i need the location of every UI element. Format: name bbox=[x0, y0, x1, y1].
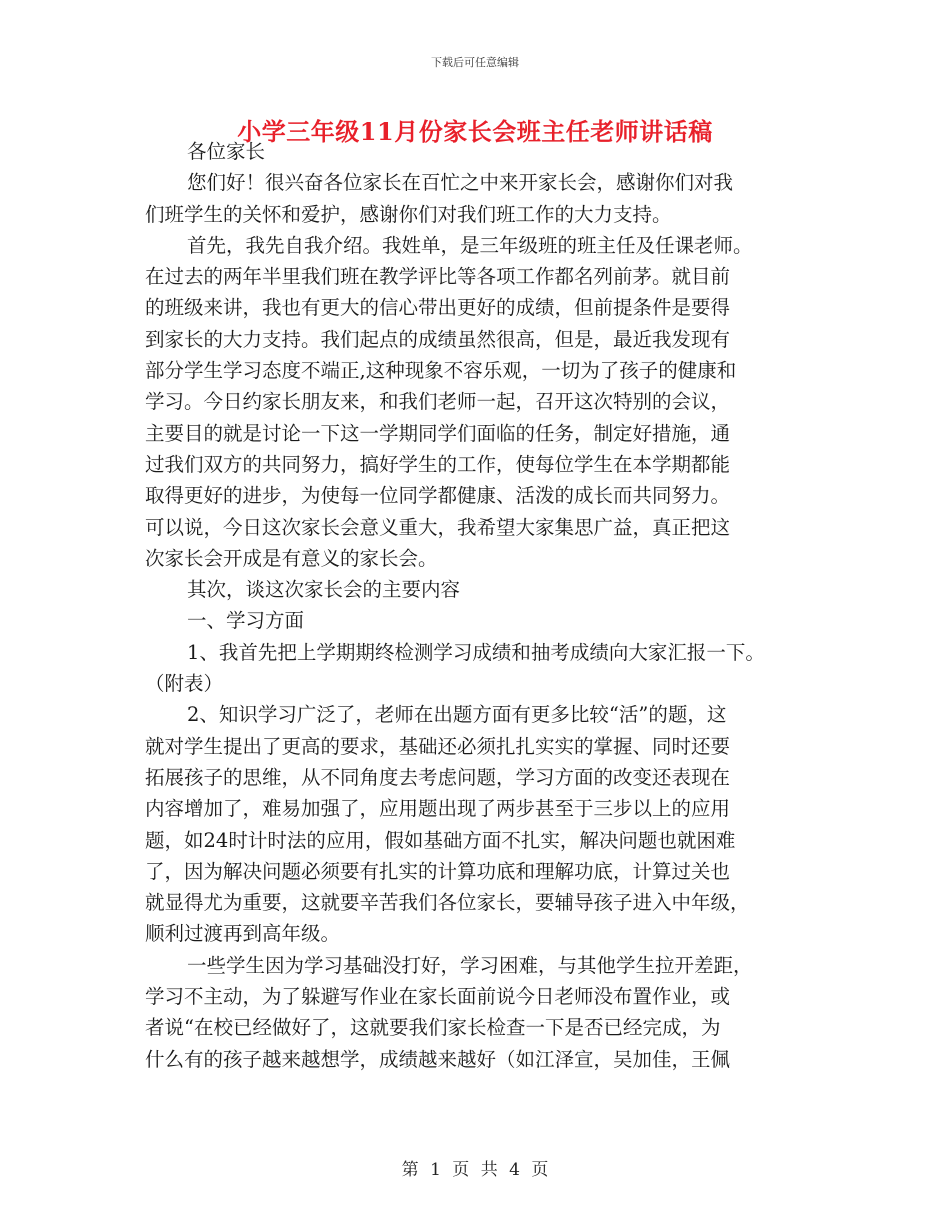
body-text bbox=[145, 136, 825, 1075]
body-line: 学习。今日约家长朋友来，和我们老师一起，召开这次特别的会议， bbox=[145, 390, 731, 414]
body-line: 的班级来讲，我也有更大的信心带出更好的成绩，但前提条件是要得 bbox=[145, 296, 731, 320]
body-line: 拓展孩子的思维，从不同角度去考虑问题，学习方面的改变还表现在 bbox=[145, 765, 731, 789]
body-line: 一些学生因为学习基础没打好，学习困难，与其他学生拉开差距， bbox=[187, 953, 753, 977]
body-line: 到家长的大力支持。我们起点的成绩虽然很高，但是，最近我发现有 bbox=[145, 327, 731, 351]
body-line: 们班学生的关怀和爱护，感谢你们对我们班工作的大力支持。 bbox=[145, 202, 672, 226]
body-line: 部分学生学习态度不端正,这种现象不容乐观，一切为了孩子的健康和 bbox=[145, 359, 737, 383]
body-line: （附表） bbox=[145, 672, 224, 696]
body-line: 了，因为解决问题必须要有扎实的计算功底和理解功底，计算过关也 bbox=[145, 859, 731, 883]
body-line: 您们好！很兴奋各位家长在百忙之中来开家长会，感谢你们对我 bbox=[187, 171, 734, 195]
body-line: 学习不主动，为了躲避写作业在家长面前说今日老师没布置作业，或 bbox=[145, 985, 731, 1009]
page-footer: 第 1 页 共 4 页 bbox=[401, 1160, 549, 1180]
body-line: 主要目的就是讨论一下这一学期同学们面临的任务，制定好措施，通 bbox=[145, 421, 731, 445]
body-line: 顺利过渡再到高年级。 bbox=[145, 922, 341, 946]
body-line: 取得更好的进步，为使每一位同学都健康、活泼的成长而共同努力。 bbox=[145, 484, 731, 508]
header-note: 下载后可任意编辑 bbox=[431, 56, 519, 69]
body-line: 者说“在校已经做好了，这就要我们家长检查一下是否已经完成，为 bbox=[145, 1016, 721, 1040]
body-line: 就对学生提出了更高的要求，基础还必须扎扎实实的掌握、同时还要 bbox=[145, 734, 731, 758]
body-line: 可以说，今日这次家长会意义重大，我希望大家集思广益，真正把这 bbox=[145, 515, 731, 539]
body-line: 在过去的两年半里我们班在教学评比等各项工作都名列前茅。就目前 bbox=[145, 265, 731, 289]
body-line: 次家长会开成是有意义的家长会。 bbox=[145, 546, 438, 570]
document-title: 小学三年级11月份家长会班主任老师讲话稿 bbox=[237, 117, 713, 146]
body-line: 一、学习方面 bbox=[187, 609, 305, 633]
body-line: 内容增加了，难易加强了，应用题出现了两步甚至于三步以上的应用 bbox=[145, 797, 731, 821]
body-line: 各位家长 bbox=[187, 140, 266, 163]
body-line: 就显得尤为重要，这就要辛苦我们各位家长，要辅导孩子进入中年级， bbox=[145, 891, 750, 915]
body-line: 其次，谈这次家长会的主要内容 bbox=[187, 578, 461, 602]
body-line: 题，如24时计时法的应用，假如基础方面不扎实，解决问题也就困难 bbox=[145, 828, 736, 852]
body-line: 过我们双方的共同努力，搞好学生的工作，使每位学生在本学期都能 bbox=[145, 452, 731, 476]
body-line: 首先，我先自我介绍。我姓单，是三年级班的班主任及任课老师。 bbox=[187, 233, 753, 257]
body-line: 2、知识学习广泛了，老师在出题方面有更多比较“活”的题，这 bbox=[187, 703, 727, 727]
body-line: 1、我首先把上学期期终检测学习成绩和抽考成绩向大家汇报一下。 bbox=[187, 640, 765, 664]
body-line: 什么有的孩子越来越想学，成绩越来越好（如江泽宣，吴加佳，王佩 bbox=[145, 1047, 731, 1071]
